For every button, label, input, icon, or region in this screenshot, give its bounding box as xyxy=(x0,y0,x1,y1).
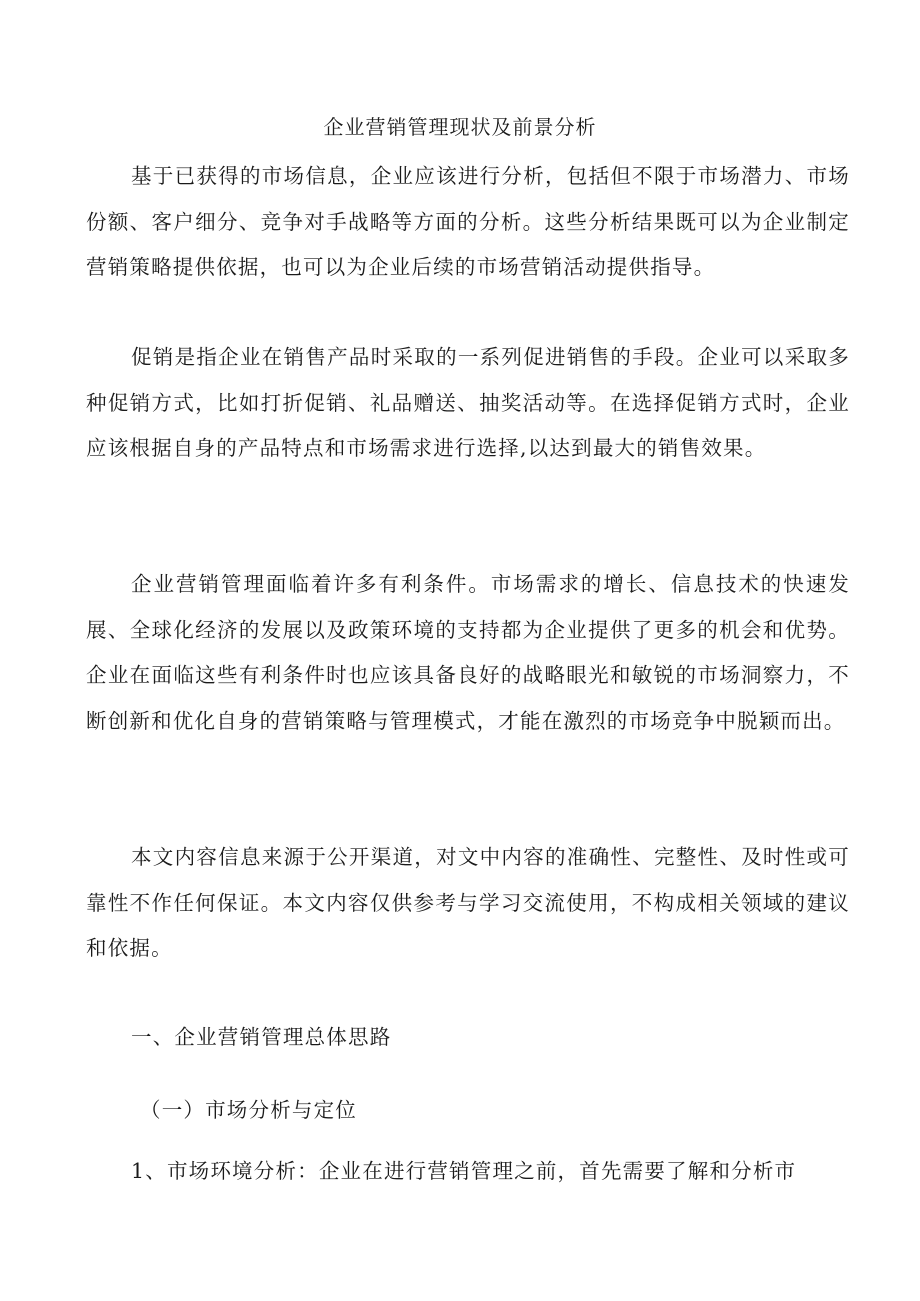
paragraph-favorable-conditions: 企业营销管理面临着许多有利条件。市场需求的增长、信息技术的快速发展、全球化经济的发展以及政策环境的支持都为企业提供了更多的机会和优势。企业在面临这些有利条件时也应该具备良好的战略眼光和敏锐的市场洞察力，不断创新和优化自身的营销策略与管理模式，才能在激烈的市场竞争中脱颖而出。 xyxy=(86,572,850,733)
subsection-heading: （一）市场分析与定位 xyxy=(140,1098,357,1122)
paragraph-promotion: 促销是指企业在销售产品时采取的一系列促进销售的手段。企业可以采取多种促销方式，比如打折促销、礼品赠送、抽奖活动等。在选择促销方式时，企业应该根据自身的产品特点和市场需求进行选择,以达到最大的销售效果。 xyxy=(86,345,850,460)
page-title: 企业营销管理现状及前景分析 xyxy=(323,115,597,139)
paragraph-disclaimer: 本文内容信息来源于公开渠道，对文中内容的准确性、完整性、及时性或可靠性不作任何保证。本文内容仅供参考与学习交流使用，不构成相关领域的建议和依据。 xyxy=(86,845,850,960)
section-heading: 一、企业营销管理总体思路 xyxy=(131,1025,392,1049)
paragraph-market-analysis: 基于已获得的市场信息，企业应该进行分析，包括但不限于市场潜力、市场份额、客户细分、竞争对手战略等方面的分析。这些分析结果既可以为企业制定营销策略提供依据，也可以为企业后续的市场营销活动提供指导。 xyxy=(86,164,850,279)
item-paragraph: 1、市场环境分析：企业在进行营销管理之前，首先需要了解和分析市 xyxy=(131,1159,797,1183)
